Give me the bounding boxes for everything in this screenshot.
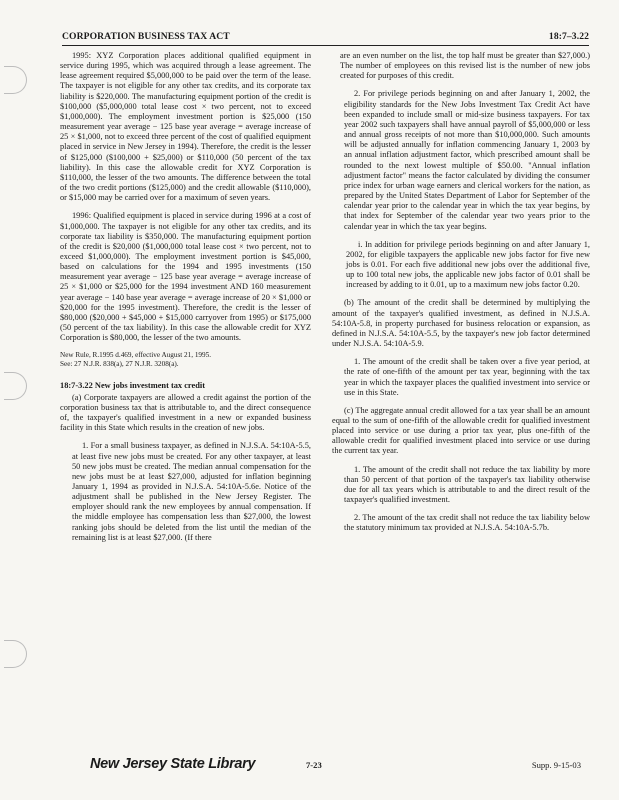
binder-hole (4, 640, 27, 668)
subsection-c-1: 1. The amount of the credit shall not reduce the tax liability by more than 50 percent of that portion of the taxpayer's tax liability otherwise due for all tax years which is attributable to and the direct result of the taxpayer's qualified investment. (344, 464, 590, 505)
binder-hole (4, 66, 27, 94)
subsection-b: (b) The amount of the credit shall be determined by multiplying the amount of the taxpayer's qualified investment, as defined in N.J.S.A. 54:10A-5.8, in property purchased for business relocation or expansion, as defined in N.J.S.A. 54:10A-5.5, by the taxpayer's new job factor determined under N.J.S.A. 54:10A-5.9. (332, 298, 590, 349)
example-1995-paragraph: 1995: XYZ Corporation places additional qualified equipment in service during 1995, which was acquired through a lease agreement. The lease agreement required $5,000,000 to be paid over the term of the lease. The taxpayer is not eligible for any other tax credits, and its corporate tax liability is $220,000. The manufacturing equipment portion of the credit is $100,000 ($5,000,000 total lease cost × two percent, not to exceed $1,000,000). The employment investment portion is $25,000 (150 measurement year average − 125 base year average = average increase of 25 × $1,000, not to exceed three percent of the cost of qualified equipment placed in service in New Jersey in 1994). Therefore, the credit is the lesser of $125,000 ($100,000 + $25,000) or $110,000 (50 percent of the tax liability). In this case the allowable credit for XYZ Corporation is $110,000, the lesser of the two amounts. The difference between the total of the two credit portions ($125,000) and the credit allowable ($110,000), or $15,000 may be carried over for a maximum of seven years. (60, 51, 311, 203)
header-section-number: 18:7–3.22 (548, 31, 589, 42)
binder-hole (4, 372, 27, 400)
section-heading: 18:7-3.22 New jobs investment tax credit (60, 380, 205, 390)
example-1996-paragraph: 1996: Qualified equipment is placed in service during 1996 at a cost of $1,000,000. The taxpayer is not eligible for any other tax credits, and its corporate tax liability is $350,000. The manufacturing equipment portion of the credit is $20,000 ($1,000,000 total lease cost × two percent, not to exceed $1,000,000). The employment investment portion is $45,000, based on calculations for the 1994 and 1995 investments (150 measurement year average − 125 base year average = average increase of 25 × $1,000 or $25,000 for the 1994 investment AND 160 measurement year average − 140 base year average = average increase of 20 × $1,000 or $20,000 for the 1995 investment). Therefore, the credit is the lesser of $80,000 ($20,000 + $45,000 + $15,000 carryover from 1995) or $175,000 (50 percent of the tax liability). In this case the allowable credit for XYZ Corporation is $80,000, the lesser of the two amounts. (60, 211, 311, 343)
history-note (60, 351, 311, 368)
page-footer (60, 756, 589, 780)
history-citation: See: 27 N.J.R. 838(a), 27 N.J.R. 3208(a). (60, 359, 179, 368)
running-header (62, 31, 589, 46)
supplement-date: Supp. 9-15-03 (531, 760, 581, 770)
left-column (60, 51, 311, 551)
subsection-b-1: 1. The amount of the credit shall be taken over a five year period, at the rate of one-fifth of the amount per tax year, beginning with the tax year in which the taxpayer places the qualified investment into service or use in this State. (344, 357, 590, 397)
subsection-c-2: 2. The amount of the tax credit shall not reduce the tax liability below the statutory minimum tax provided at N.J.S.A. 54:10A-5.7b. (344, 513, 590, 533)
header-title: CORPORATION BUSINESS TAX ACT (62, 31, 230, 42)
page-number: 7-23 (306, 760, 322, 770)
subsection-a-2: 2. For privilege periods beginning on and after January 1, 2002, the eligibility standards for the New Jobs Investment Tax Credit Act have been expanded to include small or mid-size business taxpayers. For tax year 2002 such taxpayers shall have annual payroll of $5,000,000 or less and annual gross receipts of not more than $10,000,000. Such amounts will be adjusted annually for inflation commencing January 1, 2003 by an annual inflation adjustment factor, which prescribed amount shall be rounded to the next lowest multiple of $50.00. "Annual inflation adjustment factor" means the factor calculated by dividing the consumer price index for urban wage earners and clerical workers for the nation, as prepared by the United States Department of Labor for September of the calendar year prior to the calendar year in which the tax year begins, by that index for September of the calendar year two years prior to the calendar year in which the tax year begins. (344, 89, 590, 231)
library-stamp: New Jersey State Library (90, 756, 256, 772)
subsection-c: (c) The aggregate annual credit allowed for a tax year shall be an amount equal to the sum of one-fifth of the allowable credit for qualified investment placed into service or use during a prior tax year, plus one-fifth of the allowable credit for qualified investment placed into service or use during the current tax year. (332, 405, 590, 456)
history-rule: New Rule, R.1995 d.469, effective August 21, 1995. (60, 351, 211, 360)
right-column (332, 51, 590, 542)
subsection-a-1: 1. For a small business taxpayer, as defined in N.J.S.A. 54:10A-5.5, at least five new jobs must be created. For any other taxpayer, at least 50 new jobs must be created. The median annual compensation for the new jobs must be at least $27,000, adjusted for inflation beginning January 1, 1994 as provided in N.J.S.A. 54:10A-5.6e. Notice of the adjustment shall be published in the New Jersey Register. The employer should rank the new employees by annual compensation. If the middle employee has compensation less than $27,000, the lowest ranking jobs should be deleted from the list until the median of the remaining list is at least $27,000. (If there (72, 441, 311, 542)
subsection-a: (a) Corporate taxpayers are allowed a credit against the portion of the corporation business tax that is attributable to, and the direct consequence of, the taxpayer's qualified investment in a new or expanded business facility in this State which results in the creation of new jobs. (60, 392, 311, 433)
subsection-a-2-i: i. In addition for privilege periods beginning on and after January 1, 2002, for eligible taxpayers the applicable new jobs factor for five new jobs is 0.01. For each five additional new jobs over the additional five, up to 100 total new jobs, the applicable new jobs factor of 0.01 shall be increased by adding to it 0.01, up to a maximum new jobs factor 0.20. (346, 239, 590, 290)
subsection-a-1-continued: are an even number on the list, the top half must be greater than $27,000.) The number of employees on this revised list is the number of new jobs created for purposes of this credit. (340, 51, 590, 81)
